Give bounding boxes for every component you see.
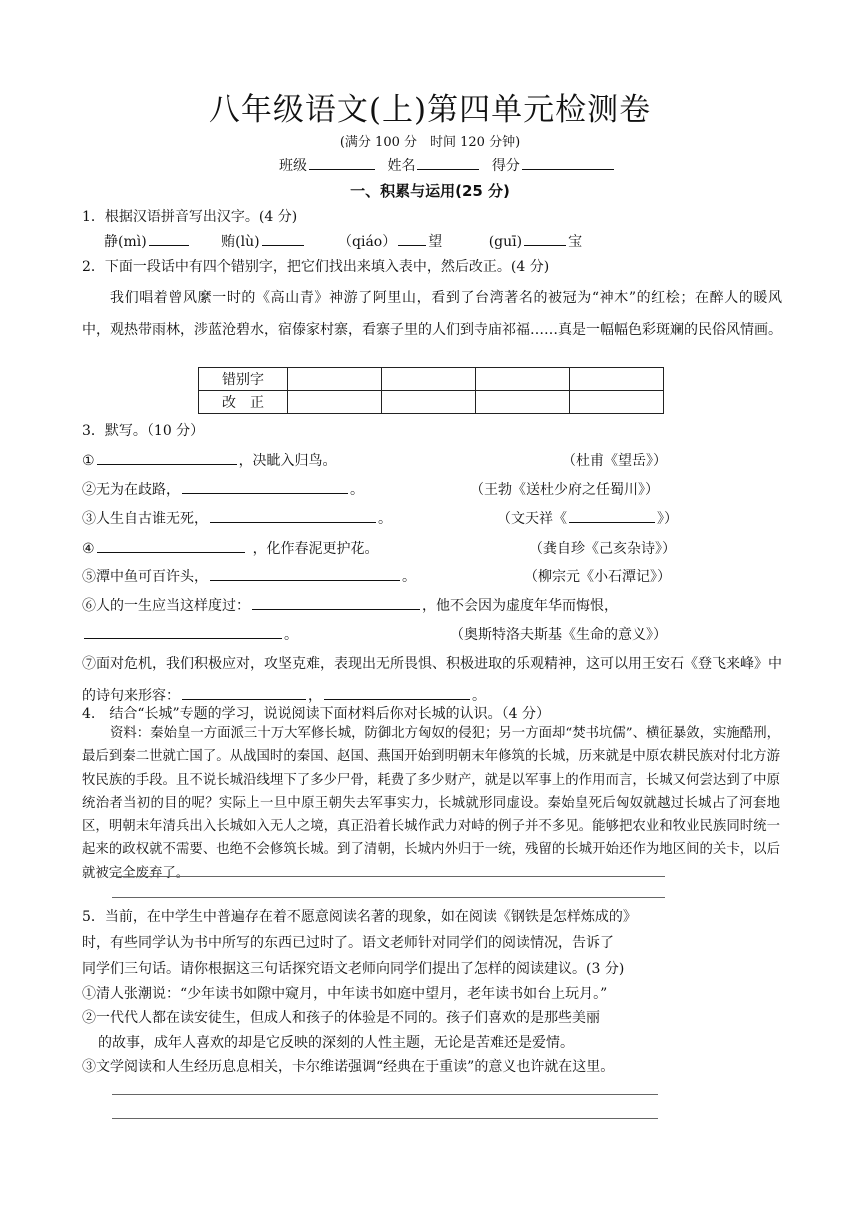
poem-text: ⑤潭中鱼可百许头，: [82, 569, 208, 585]
section-heading: 一、积累与运用(25 分): [350, 182, 510, 200]
poem-source: [497, 508, 678, 528]
poem-text: ③人生自古谁无死，: [82, 511, 208, 527]
poem-source: （龚自珍《己亥杂诗》）: [529, 541, 676, 557]
poem-text: ，他不会因为虚度年华而悔恨，: [422, 598, 618, 614]
q3-stem: 3．默写。（10 分）: [82, 423, 205, 439]
source-open: （文天祥《: [497, 511, 567, 527]
answer-blank[interactable]: [182, 685, 306, 700]
poem-text: ⑦面对危机，我们积极应对，攻坚克难，表现出无所畏惧、积极进取的乐观精神，这可以用王安石《登飞来峰》中的诗句来形容：: [82, 656, 782, 704]
student-info: [279, 155, 616, 175]
q1-stem: 1．根据汉语拼音写出汉字。(4 分): [82, 209, 298, 225]
class-label: 班级: [279, 158, 307, 174]
answer-line[interactable]: [112, 876, 665, 877]
answer-blank[interactable]: [524, 231, 566, 246]
answer-blank[interactable]: [182, 479, 348, 494]
answer-blank[interactable]: [569, 508, 655, 523]
q5-line-2: 时，有些同学认为书中所写的东西已过时了。语文老师针对同学们的阅读情况，告诉了: [82, 935, 614, 951]
answer-line[interactable]: [112, 897, 665, 898]
score-label: 得分: [491, 158, 520, 174]
poem-source: （王勃《送杜少府之任蜀川》）: [470, 482, 659, 498]
table-cell[interactable]: [570, 368, 664, 391]
circle-num: ①: [82, 453, 95, 469]
answer-blank[interactable]: [97, 450, 237, 465]
name-label: 姓名: [387, 158, 416, 174]
q1-items: [104, 231, 582, 251]
answer-blank[interactable]: [324, 685, 470, 700]
page-title: 八年级语文(上)第四单元检测卷: [208, 92, 652, 128]
q5-line-4: ①清人张潮说：“少年读书如隙中窥月，中年读书如庭中望月，老年读书如台上玩月。”: [82, 986, 608, 1002]
table-cell[interactable]: [476, 391, 570, 414]
name-field[interactable]: [417, 155, 479, 170]
q1-item-4: (guī): [488, 234, 523, 250]
q3-line-3: ③人生自古谁无死， 。: [82, 508, 392, 528]
table-header-wrong: 错别字: [199, 368, 288, 391]
exam-info: (满分 100 分 时间 120 分钟): [339, 135, 521, 150]
answer-blank[interactable]: [149, 231, 189, 246]
answer-blank[interactable]: [210, 566, 400, 581]
q5-line-3: 同学们三句话。请你根据这三句话探究语文老师向同学们提出了怎样的阅读建议。(3 分): [82, 961, 625, 977]
poem-text: ⑥人的一生应当这样度过：: [82, 598, 250, 614]
q5-line-6: 的故事，成年人喜欢的却是它反映的深刻的人性主题，无论是苦难还是爱情。: [98, 1035, 574, 1051]
q3-line-5: ⑤潭中鱼可百许头， 。: [82, 566, 416, 586]
q4-stem: 4. 结合“长城”专题的学习，说说阅读下面材料后你对长城的认识。（4 分）: [82, 706, 551, 722]
table-cell[interactable]: [382, 391, 476, 414]
poem-source: （奥斯特洛夫斯基《生命的意义》）: [450, 627, 667, 643]
q2-passage: 我们唱着曾风縻一时的《高山青》神游了阿里山，看到了台湾著名的被冠为“神木”的红桧；在醉人的暖风中，观热带雨林，涉蓝沧碧水，宿傣家村寨，看寨子里的人们到寺庙祁福……真是一幅幅色彩斑斓的民俗风情画。: [82, 290, 782, 338]
table-cell[interactable]: [288, 368, 382, 391]
q3-line-7: ⑦面对危机，我们积极应对，攻坚克难，表现出无所畏惧、积极进取的乐观精神，这可以用王安石《登飞来峰》中的诗句来形容： ， 。: [82, 656, 782, 704]
answer-blank[interactable]: [398, 231, 426, 246]
poem-source: （杜甫《望岳》）: [562, 453, 667, 469]
answer-blank[interactable]: [252, 595, 420, 610]
q1-item-3-tail: 望: [428, 234, 443, 250]
table-cell[interactable]: [288, 391, 382, 414]
q3-line-4: [82, 538, 379, 558]
q5-line-1: 5．当前，在中学生中普遍存在着不愿意阅读名著的现象，如在阅读《钢铁是怎样炼成的》: [82, 909, 637, 925]
poem-text: ，化作春泥更护花。: [252, 541, 379, 557]
answer-blank[interactable]: [210, 508, 376, 523]
q4-material: 资料：秦始皇一方面派三十万大军修长城，防御北方匈奴的侵犯；另一方面却“焚书坑儒”、横征暴敛，实施酷刑，最后到秦二世就亡国了。从战国时的秦国、赵国、燕国开始到明朝末年修筑的长城，历来就是中原农耕民族对付北方游牧民族的手段。且不说长城沿线埋下了多少尸骨，耗费了多少财产，就是以军事上的作用而言，长城又何尝达到了中原统治者当初的目的呢？实际上一旦中原王朝失去军事实力，长城就形同虚设。秦始皇死后匈奴就越过长城占了河套地区，明朝末年清兵出入长城如入无人之境，真正沿着长城作武力对峙的例子并不多见。能够把农业和牧业民族同时统一起来的政权就不需要、也绝不会修筑长城。到了清朝，长城内外归于一统，残留的长城开始还作为地区间的关卡，以后就被完全废弃了。: [82, 726, 780, 881]
circle-num: ④: [82, 541, 95, 557]
answer-blank[interactable]: [97, 538, 245, 553]
table-cell[interactable]: [570, 391, 664, 414]
correction-table: [198, 367, 664, 414]
table-cell[interactable]: [476, 368, 570, 391]
q3-line-6: [82, 595, 618, 615]
answer-line[interactable]: [112, 1118, 658, 1119]
table-cell[interactable]: [382, 368, 476, 391]
source-close: 》）: [657, 511, 678, 527]
q1-item-4-tail: 宝: [568, 234, 583, 250]
table-header-correct: 改 正: [199, 391, 288, 414]
answer-line[interactable]: [112, 1094, 658, 1095]
q1-item-3: （qiáo）: [338, 234, 397, 250]
poem-source: （柳宗元《小石潭记》）: [524, 569, 671, 585]
q1-item-1: 静(mì): [104, 234, 147, 250]
q1-item-2: 贿(lù): [221, 234, 260, 250]
class-field[interactable]: [309, 155, 375, 170]
q3-line-2: ②无为在歧路， 。: [82, 479, 364, 499]
answer-blank[interactable]: [84, 624, 282, 639]
poem-text: ②无为在歧路，: [82, 482, 180, 498]
q2-stem: 2．下面一段话中有四个错别字，把它们找出来填入表中，然后改正。(4 分): [82, 259, 550, 275]
q5-line-5: ②一代代人都在读安徒生，但成人和孩子的体验是不同的。孩子们喜欢的是那些美丽: [82, 1010, 600, 1026]
score-field[interactable]: [522, 155, 614, 170]
q3-line-1: [82, 450, 337, 470]
q5-line-7: ③文学阅读和人生经历息息相关，卡尔维诺强调“经典在于重读”的意义也许就在这里。: [82, 1059, 615, 1075]
answer-blank[interactable]: [262, 231, 304, 246]
poem-text: ，决眦入归鸟。: [238, 453, 337, 469]
q3-line-6b: 。: [82, 624, 298, 644]
